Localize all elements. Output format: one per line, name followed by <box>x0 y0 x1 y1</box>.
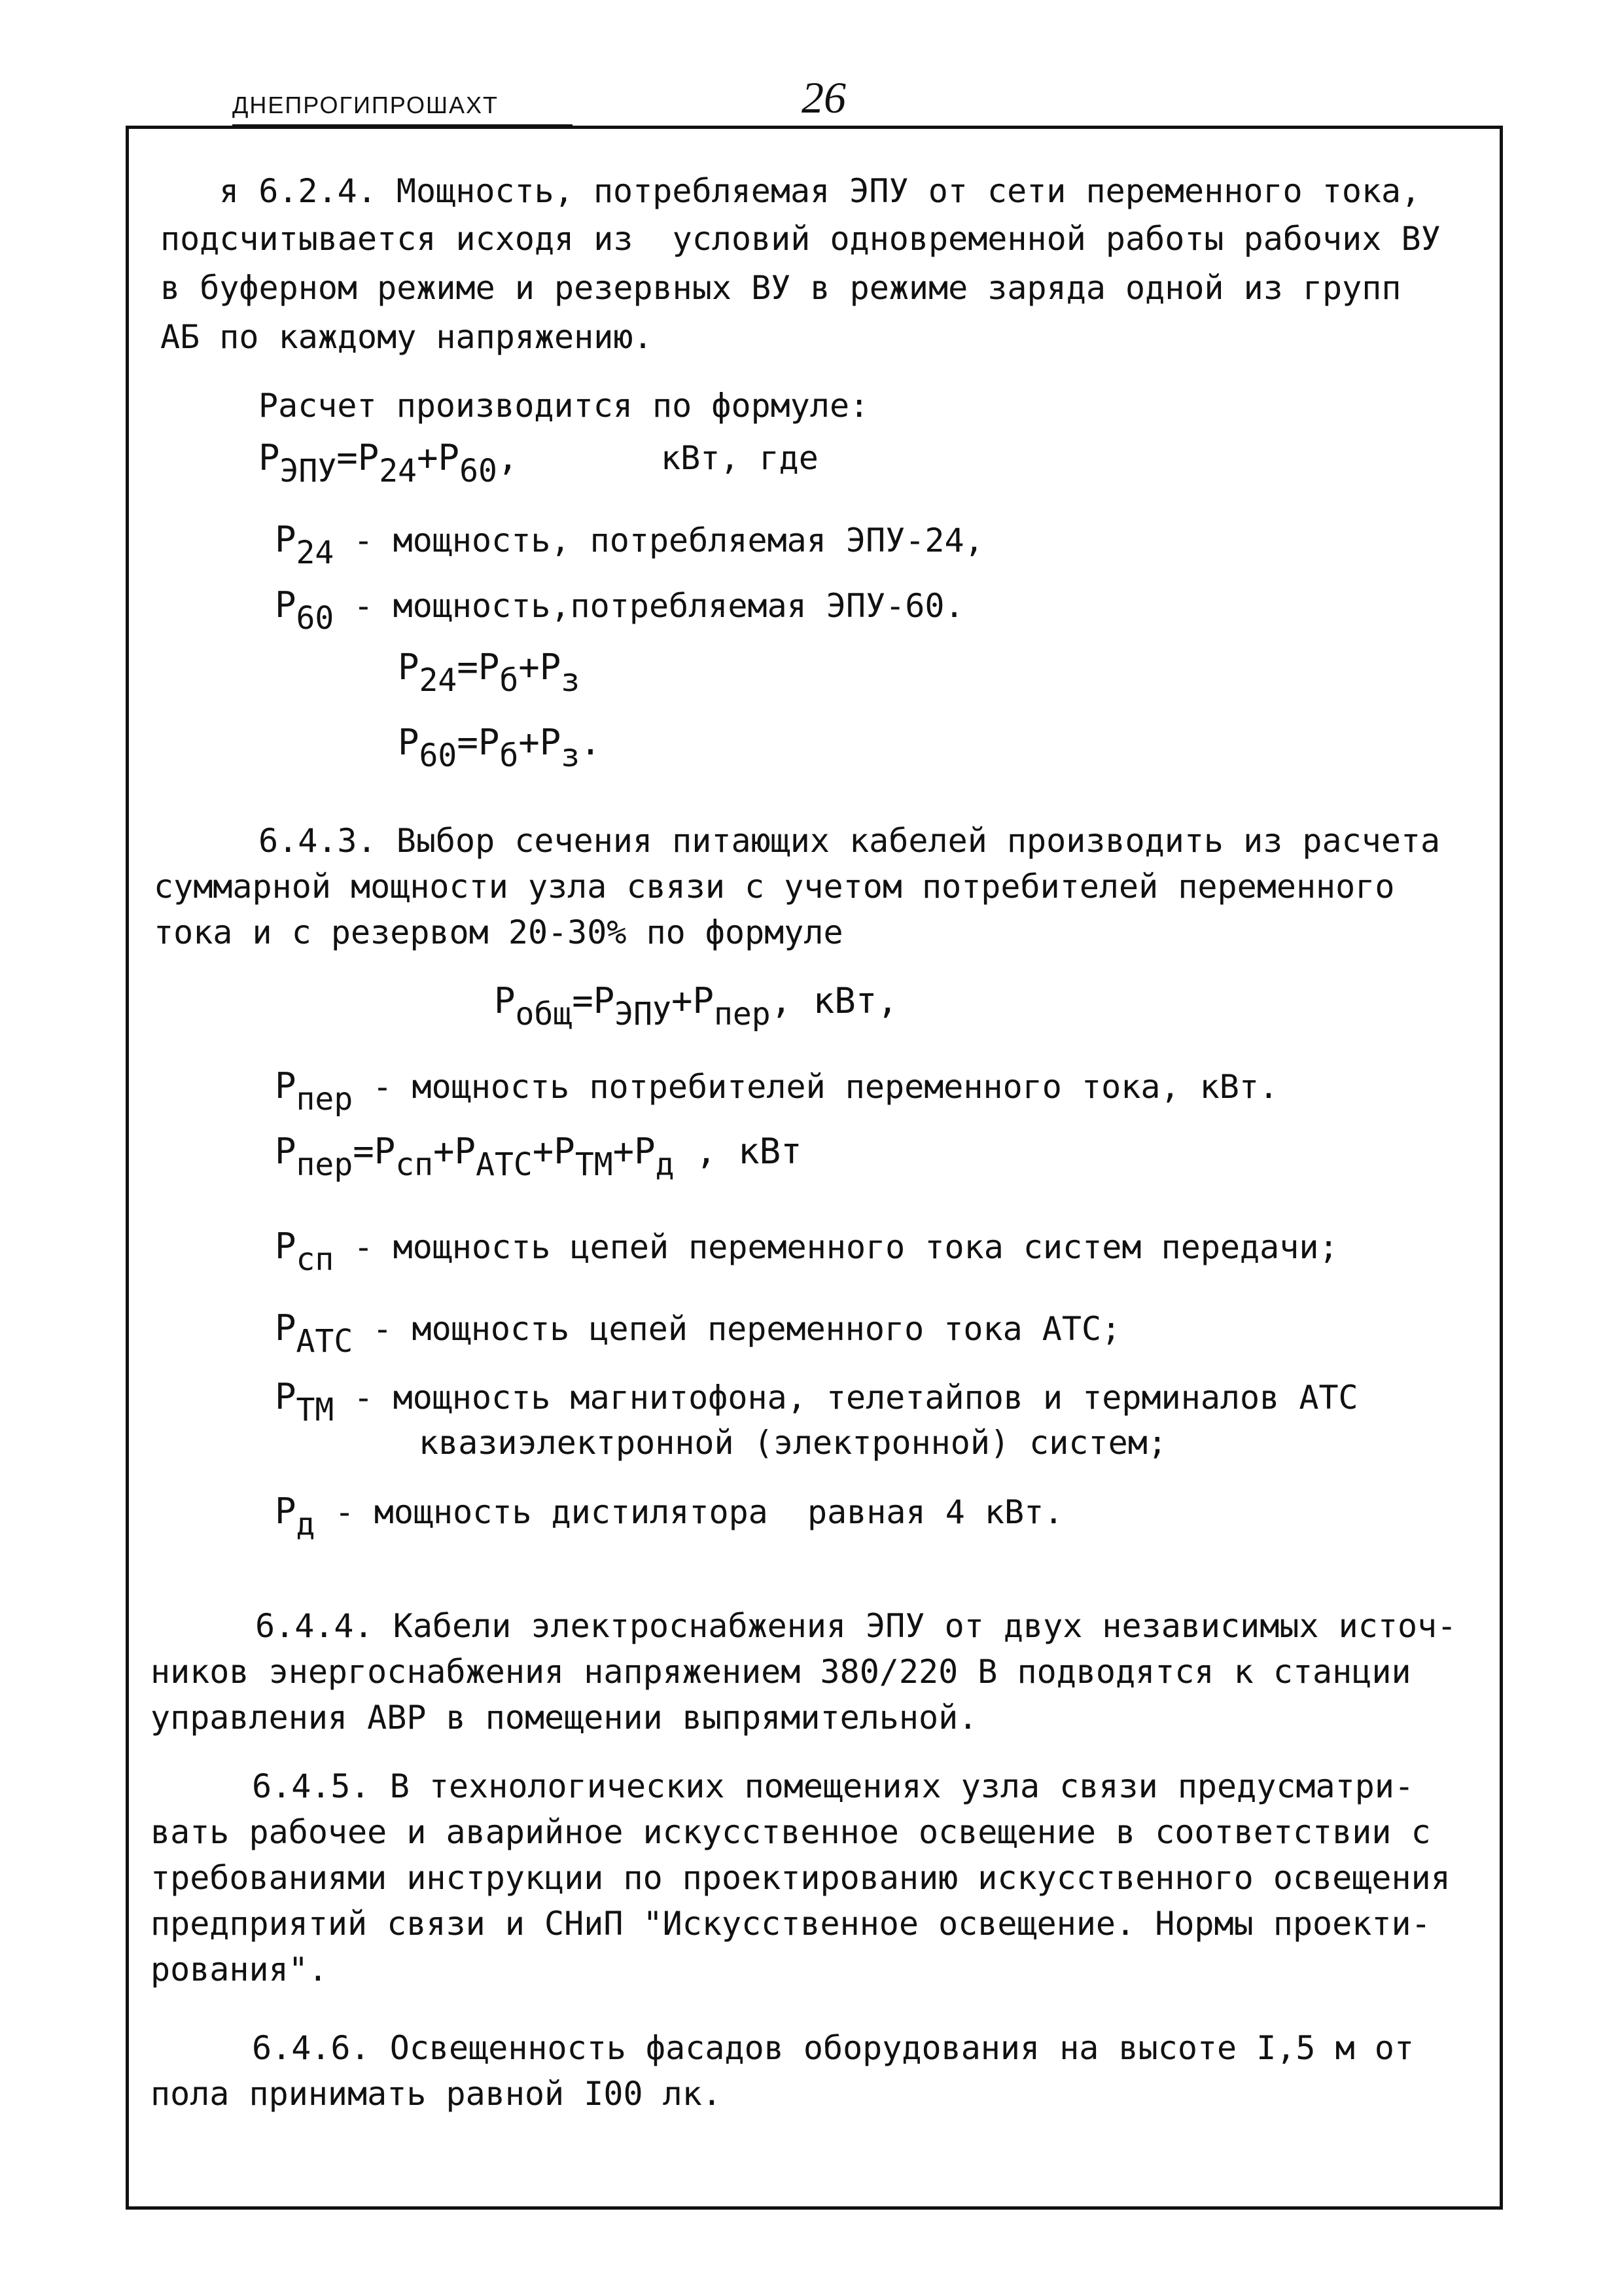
org-name: ДНЕПРОГИПРОШАХТ <box>232 92 499 118</box>
def-psp: Pсп - мощность цепей переменного тока систем передачи; <box>275 1226 1339 1278</box>
page-number: 26 <box>802 73 846 122</box>
def-pd: Pд - мощность дистилятора равная 4 кВт. <box>275 1491 1064 1543</box>
def-pper: Pпер - мощность потребителей переменного тока, кВт. <box>275 1065 1279 1118</box>
para-624-line-4: АБ по каждому напряжению. <box>160 318 653 356</box>
para-645-line-4: предприятий связи и СНиП "Искусственное освещение. Нормы проекти- <box>150 1905 1431 1943</box>
para-643-line-2: суммарной мощности узла связи с учетом потребителей переменного <box>154 868 1395 906</box>
formula-pper: Pпер=Pсп+PАТС+PТМ+Pд , кВт <box>275 1131 802 1183</box>
def-pats: PАТС - мощность цепей переменного тока АТС; <box>275 1307 1121 1360</box>
para-643-line-1: 6.4.3. Выбор сечения питающих кабелей производить из расчета <box>258 822 1441 860</box>
formula-total: Pобщ=PЭПУ+Pпер, кВт, <box>494 980 898 1033</box>
para-624-line-3: в буферном режиме и резервных ВУ в режиме заряда одной из групп <box>160 269 1402 307</box>
para-645-line-3: требованиями инструкции по проектированию искусственного освещения <box>150 1859 1451 1897</box>
para-645-line-5: рования". <box>150 1951 328 1988</box>
para-624-line-1: я 6.2.4. Мощность, потребляемая ЭПУ от сети переменного тока, <box>219 172 1421 210</box>
para-644-line-2: ников энергоснабжения напряжением 380/220 В подводятся к станции <box>150 1653 1411 1691</box>
def-p60: P60 - мощность,потребляемая ЭПУ-60. <box>275 584 964 637</box>
def-ptm-cont: квазиэлектронной (электронной) систем; <box>419 1424 1167 1462</box>
para-644-line-3: управления АВР в помещении выпрямительной. <box>150 1699 978 1737</box>
para-646-line-2: пола принимать равной I00 лк. <box>150 2075 722 2113</box>
para-643-line-3: тока и с резервом 20-30% по формуле <box>154 913 843 951</box>
para-624-line-2: подсчитывается исходя из условий одновременной работы рабочих ВУ <box>160 220 1441 258</box>
formula-main-units: кВт, где <box>661 439 819 477</box>
formula-main: PЭПУ=P24+P60, <box>258 437 519 489</box>
def-p24: P24 - мощность, потребляемая ЭПУ-24, <box>275 519 984 571</box>
formula-intro: Расчет производится по формуле: <box>258 387 870 425</box>
formula-p60: P60=Pб+Pз. <box>398 722 601 774</box>
para-645-line-2: вать рабочее и аварийное искусственное освещение в соответствии с <box>150 1813 1431 1851</box>
formula-p24: P24=Pб+Pз <box>398 646 580 699</box>
para-645-line-1: 6.4.5. В технологических помещениях узла связи предусматри- <box>252 1767 1415 1805</box>
para-646-line-1: 6.4.6. Освещенность фасадов оборудования на высоте I,5 м от <box>252 2029 1415 2067</box>
para-644-line-1: 6.4.4. Кабели электроснабжения ЭПУ от двух независимых источ- <box>255 1607 1457 1645</box>
def-ptm: PТМ - мощность магнитофона, телетайпов и терминалов АТС <box>275 1376 1358 1428</box>
